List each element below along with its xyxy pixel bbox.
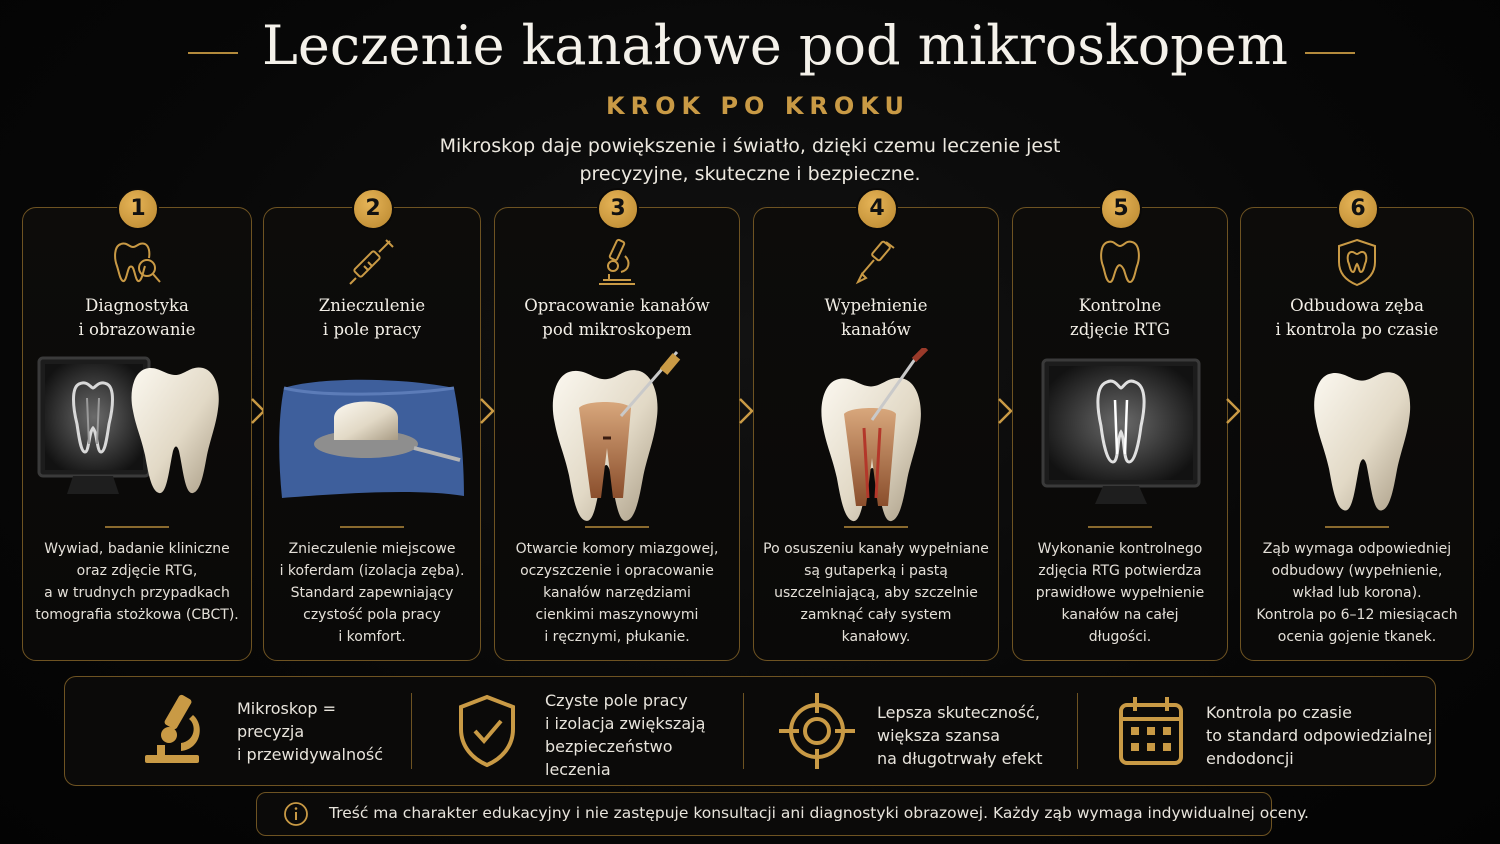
step-title-line-2: kanałów bbox=[841, 320, 911, 339]
separator bbox=[1325, 526, 1389, 528]
step-title-line-2: i pole pracy bbox=[322, 320, 422, 339]
step-description: Wywiad, badanie kliniczne oraz zdjęcie RTG, a w trudnych przypadkach tomografia stożkowa (CBCT). bbox=[35, 541, 239, 623]
intro-line-2: precyzyjne, skuteczne i bezpieczne. bbox=[579, 163, 921, 185]
step-number-badge: 1 bbox=[117, 188, 159, 230]
benefit-text: Lepsza skuteczność, większa szansa na długotrwały efekt bbox=[877, 703, 1043, 768]
step-description: Wykonanie kontrolnego zdjęcia RTG potwierdza prawidłowe wypełnienie kanałów na całej długości. bbox=[1035, 541, 1205, 645]
target-icon bbox=[775, 689, 859, 773]
step-card-1 bbox=[22, 196, 252, 661]
step-title bbox=[23, 294, 251, 342]
step-number-badge: 6 bbox=[1337, 188, 1379, 230]
benefit-text: Mikroskop = precyzja i przewidywalność bbox=[237, 699, 384, 764]
benefit-text: Czyste pole pracy i izolacja zwiększają bezpieczeństwo leczenia bbox=[545, 691, 706, 779]
step-title bbox=[1013, 294, 1227, 342]
step-title-line-1: Opracowanie kanałów bbox=[524, 296, 710, 315]
rubber-dam-illustration bbox=[274, 348, 470, 528]
benefits-panel bbox=[64, 676, 1436, 786]
divider bbox=[1077, 693, 1078, 769]
page-subtitle: KROK PO KROKU bbox=[606, 92, 910, 120]
step-title bbox=[1241, 294, 1473, 342]
step-title-line-1: Diagnostyka bbox=[85, 296, 189, 315]
step-title-line-1: Odbudowa zęba bbox=[1290, 296, 1424, 315]
header bbox=[0, 14, 1500, 84]
step-description: Otwarcie komory miazgowej, oczyszczenie i opracowanie kanałów narzędziami cienkimi maszynowymi i ręcznymi, płukanie. bbox=[515, 541, 719, 645]
separator bbox=[1088, 526, 1152, 528]
divider bbox=[743, 693, 744, 769]
tooth-magnifier-icon bbox=[111, 236, 163, 288]
step-description: Znieczulenie miejscowe i koferdam (izolacja zęba). Standard zapewniający czystość pola pracy i komfort. bbox=[279, 541, 465, 645]
step-number-badge: 4 bbox=[856, 188, 898, 230]
step-title-line-1: Wypełnienie bbox=[824, 296, 928, 315]
shield-check-icon bbox=[445, 689, 529, 773]
title-decor-line-right bbox=[1305, 52, 1355, 54]
step-title bbox=[754, 294, 998, 342]
step-title bbox=[264, 294, 480, 342]
syringe-icon bbox=[346, 236, 398, 288]
tooth-filling-illustration bbox=[764, 348, 988, 528]
restored-tooth-illustration bbox=[1251, 348, 1463, 528]
separator bbox=[340, 526, 404, 528]
microscope-icon bbox=[131, 689, 215, 773]
page-title: Leczenie kanałowe pod mikroskopem bbox=[262, 14, 1288, 77]
separator bbox=[844, 526, 908, 528]
step-title bbox=[495, 294, 739, 342]
step-title-line-1: Kontrolne bbox=[1078, 296, 1162, 315]
xray-monitor-illustration bbox=[1023, 348, 1217, 528]
step-number-badge: 5 bbox=[1100, 188, 1142, 230]
microscope-icon bbox=[591, 236, 643, 288]
xray-monitor-tooth-illustration bbox=[33, 348, 241, 528]
intro-text bbox=[400, 132, 1100, 188]
step-card-6 bbox=[1240, 196, 1474, 661]
disclaimer-text: Treść ma charakter edukacyjny i nie zastępuje konsultacji ani diagnostyki obrazowej. Każdy ząb wymaga indywidualnej oceny. bbox=[329, 804, 1309, 822]
step-title-line-2: i obrazowanie bbox=[78, 320, 196, 339]
step-title-line-2: zdjęcie RTG bbox=[1070, 320, 1170, 339]
info-icon bbox=[283, 801, 309, 827]
intro-line-1: Mikroskop daje powiększenie i światło, dzięki czemu leczenie jest bbox=[439, 135, 1061, 157]
step-card-4 bbox=[753, 196, 999, 661]
disclaimer-box bbox=[256, 792, 1309, 836]
step-title-line-2: pod mikroskopem bbox=[542, 320, 692, 339]
step-card-2 bbox=[263, 196, 481, 661]
step-card-5 bbox=[1012, 196, 1228, 661]
separator bbox=[585, 526, 649, 528]
step-description: Ząb wymaga odpowiedniej odbudowy (wypełnienie, wkład lub korona). Kontrola po 6–12 miesiącach ocenia gojenie tkanek. bbox=[1256, 541, 1458, 645]
step-description: Po osuszeniu kanały wypełniane są gutaperką i pastą uszczelniającą, aby szczelnie zamknąć cały system kanałowy. bbox=[763, 541, 989, 645]
tooth-shield-icon bbox=[1331, 236, 1383, 288]
step-number-badge: 2 bbox=[352, 188, 394, 230]
step-card-3 bbox=[494, 196, 740, 661]
step-title-line-2: i kontrola po czasie bbox=[1275, 320, 1439, 339]
calendar-icon bbox=[1109, 689, 1193, 773]
tooth-icon bbox=[1094, 236, 1146, 288]
step-number-badge: 3 bbox=[597, 188, 639, 230]
benefit-text: Kontrola po czasie to standard odpowiedzialnej endodoncji bbox=[1206, 703, 1433, 768]
separator bbox=[105, 526, 169, 528]
title-decor-line-left bbox=[188, 52, 238, 54]
tooth-cross-section-file-illustration bbox=[505, 348, 729, 528]
step-title-line-1: Znieczulenie bbox=[318, 296, 426, 315]
divider bbox=[411, 693, 412, 769]
filling-tool-icon bbox=[850, 236, 902, 288]
